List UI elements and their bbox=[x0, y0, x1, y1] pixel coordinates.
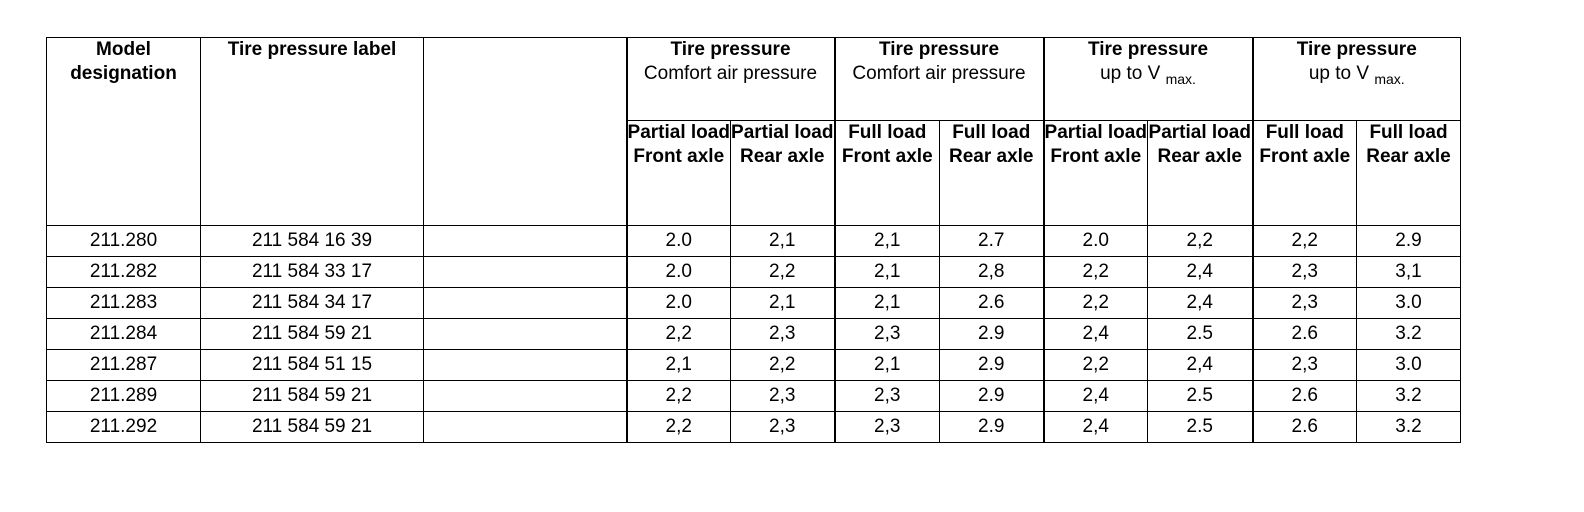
cell-pressure: 2,2 bbox=[1044, 288, 1148, 319]
cell-blank bbox=[424, 319, 627, 350]
cell-pressure: 2,3 bbox=[731, 412, 835, 443]
table-row bbox=[47, 257, 1461, 288]
cell-pressure: 2.6 bbox=[940, 288, 1044, 319]
cell-pressure: 2.9 bbox=[940, 381, 1044, 412]
cell-pressure: 2,2 bbox=[1253, 226, 1357, 257]
cell-model: 211.292 bbox=[47, 412, 201, 443]
subcol-header: Full load Rear axle bbox=[1357, 121, 1461, 226]
subcol-header: Partial load Front axle bbox=[627, 121, 731, 226]
header-group-1: Tire pressure Comfort air pressure bbox=[627, 38, 835, 121]
cell-pressure: 3.2 bbox=[1357, 319, 1461, 350]
header-blank bbox=[424, 38, 627, 226]
cell-pressure: 3.0 bbox=[1357, 350, 1461, 381]
cell-pressure: 2,4 bbox=[1044, 319, 1148, 350]
cell-pressure: 2.6 bbox=[1253, 381, 1357, 412]
cell-pressure: 2.5 bbox=[1148, 412, 1253, 443]
cell-blank bbox=[424, 226, 627, 257]
cell-pressure: 2,1 bbox=[731, 288, 835, 319]
cell-pressure: 2,3 bbox=[835, 412, 940, 443]
cell-pressure: 2,2 bbox=[1044, 350, 1148, 381]
subcol-header: Partial load Rear axle bbox=[1148, 121, 1253, 226]
cell-model: 211.283 bbox=[47, 288, 201, 319]
cell-pressure: 2,2 bbox=[627, 319, 731, 350]
header-group-4: Tire pressure up to V $_{max.}$ bbox=[1253, 38, 1461, 121]
cell-pressure: 2,2 bbox=[731, 350, 835, 381]
tire-pressure-table bbox=[46, 37, 1461, 443]
header-group-2: Tire pressure Comfort air pressure bbox=[835, 38, 1044, 121]
cell-label: 211 584 33 17 bbox=[201, 257, 424, 288]
cell-pressure: 3.2 bbox=[1357, 381, 1461, 412]
cell-pressure: 2,1 bbox=[627, 350, 731, 381]
cell-pressure: 2,2 bbox=[1044, 257, 1148, 288]
table-row bbox=[47, 412, 1461, 443]
cell-pressure: 2,2 bbox=[627, 381, 731, 412]
cell-pressure: 2.0 bbox=[627, 226, 731, 257]
cell-pressure: 2.9 bbox=[940, 319, 1044, 350]
cell-pressure: 2.7 bbox=[940, 226, 1044, 257]
cell-pressure: 2,1 bbox=[835, 350, 940, 381]
cell-pressure: 2,1 bbox=[731, 226, 835, 257]
table-body bbox=[47, 226, 1461, 443]
cell-pressure: 3,1 bbox=[1357, 257, 1461, 288]
cell-model: 211.280 bbox=[47, 226, 201, 257]
cell-pressure: 2,1 bbox=[835, 257, 940, 288]
cell-pressure: 2,3 bbox=[1253, 288, 1357, 319]
table-row bbox=[47, 226, 1461, 257]
cell-pressure: 2,2 bbox=[731, 257, 835, 288]
cell-label: 211 584 34 17 bbox=[201, 288, 424, 319]
cell-label: 211 584 51 15 bbox=[201, 350, 424, 381]
cell-pressure: 2,4 bbox=[1148, 350, 1253, 381]
cell-pressure: 2,1 bbox=[835, 288, 940, 319]
cell-blank bbox=[424, 381, 627, 412]
cell-pressure: 2,3 bbox=[731, 319, 835, 350]
cell-pressure: 2,1 bbox=[835, 226, 940, 257]
table-row bbox=[47, 288, 1461, 319]
header-group-3: Tire pressure up to V $_{max.}$ bbox=[1044, 38, 1253, 121]
cell-blank bbox=[424, 257, 627, 288]
table-row bbox=[47, 381, 1461, 412]
header-row-groups bbox=[47, 38, 1461, 121]
cell-pressure: 2,8 bbox=[940, 257, 1044, 288]
cell-pressure: 2.9 bbox=[1357, 226, 1461, 257]
cell-model: 211.284 bbox=[47, 319, 201, 350]
subcol-header: Full load Front axle bbox=[1253, 121, 1357, 226]
cell-pressure: 3.2 bbox=[1357, 412, 1461, 443]
cell-pressure: 2.6 bbox=[1253, 319, 1357, 350]
cell-pressure: 3.0 bbox=[1357, 288, 1461, 319]
cell-pressure: 2.0 bbox=[1044, 226, 1148, 257]
header-label: Tire pressure label bbox=[201, 38, 424, 226]
cell-model: 211.289 bbox=[47, 381, 201, 412]
subcol-header: Full load Front axle bbox=[835, 121, 940, 226]
cell-model: 211.282 bbox=[47, 257, 201, 288]
header-model: Model designation bbox=[47, 38, 201, 226]
cell-pressure: 2,3 bbox=[1253, 257, 1357, 288]
cell-label: 211 584 59 21 bbox=[201, 381, 424, 412]
cell-pressure: 2.9 bbox=[940, 412, 1044, 443]
cell-pressure: 2,3 bbox=[731, 381, 835, 412]
cell-pressure: 2,4 bbox=[1044, 381, 1148, 412]
table-row bbox=[47, 319, 1461, 350]
subcol-header: Partial load Front axle bbox=[1044, 121, 1148, 226]
cell-pressure: 2,2 bbox=[1148, 226, 1253, 257]
cell-pressure: 2,2 bbox=[627, 412, 731, 443]
cell-pressure: 2,4 bbox=[1044, 412, 1148, 443]
cell-pressure: 2.0 bbox=[627, 257, 731, 288]
cell-model: 211.287 bbox=[47, 350, 201, 381]
cell-label: 211 584 59 21 bbox=[201, 319, 424, 350]
cell-pressure: 2.6 bbox=[1253, 412, 1357, 443]
cell-pressure: 2,4 bbox=[1148, 257, 1253, 288]
cell-pressure: 2,3 bbox=[835, 319, 940, 350]
cell-blank bbox=[424, 350, 627, 381]
cell-pressure: 2.0 bbox=[627, 288, 731, 319]
cell-pressure: 2,4 bbox=[1148, 288, 1253, 319]
cell-pressure: 2.9 bbox=[940, 350, 1044, 381]
cell-pressure: 2,3 bbox=[835, 381, 940, 412]
cell-pressure: 2.5 bbox=[1148, 319, 1253, 350]
subcol-header: Full load Rear axle bbox=[940, 121, 1044, 226]
cell-blank bbox=[424, 412, 627, 443]
cell-label: 211 584 59 21 bbox=[201, 412, 424, 443]
cell-pressure: 2,3 bbox=[1253, 350, 1357, 381]
table-row bbox=[47, 350, 1461, 381]
cell-pressure: 2.5 bbox=[1148, 381, 1253, 412]
cell-label: 211 584 16 39 bbox=[201, 226, 424, 257]
cell-blank bbox=[424, 288, 627, 319]
subcol-header: Partial load Rear axle bbox=[731, 121, 835, 226]
